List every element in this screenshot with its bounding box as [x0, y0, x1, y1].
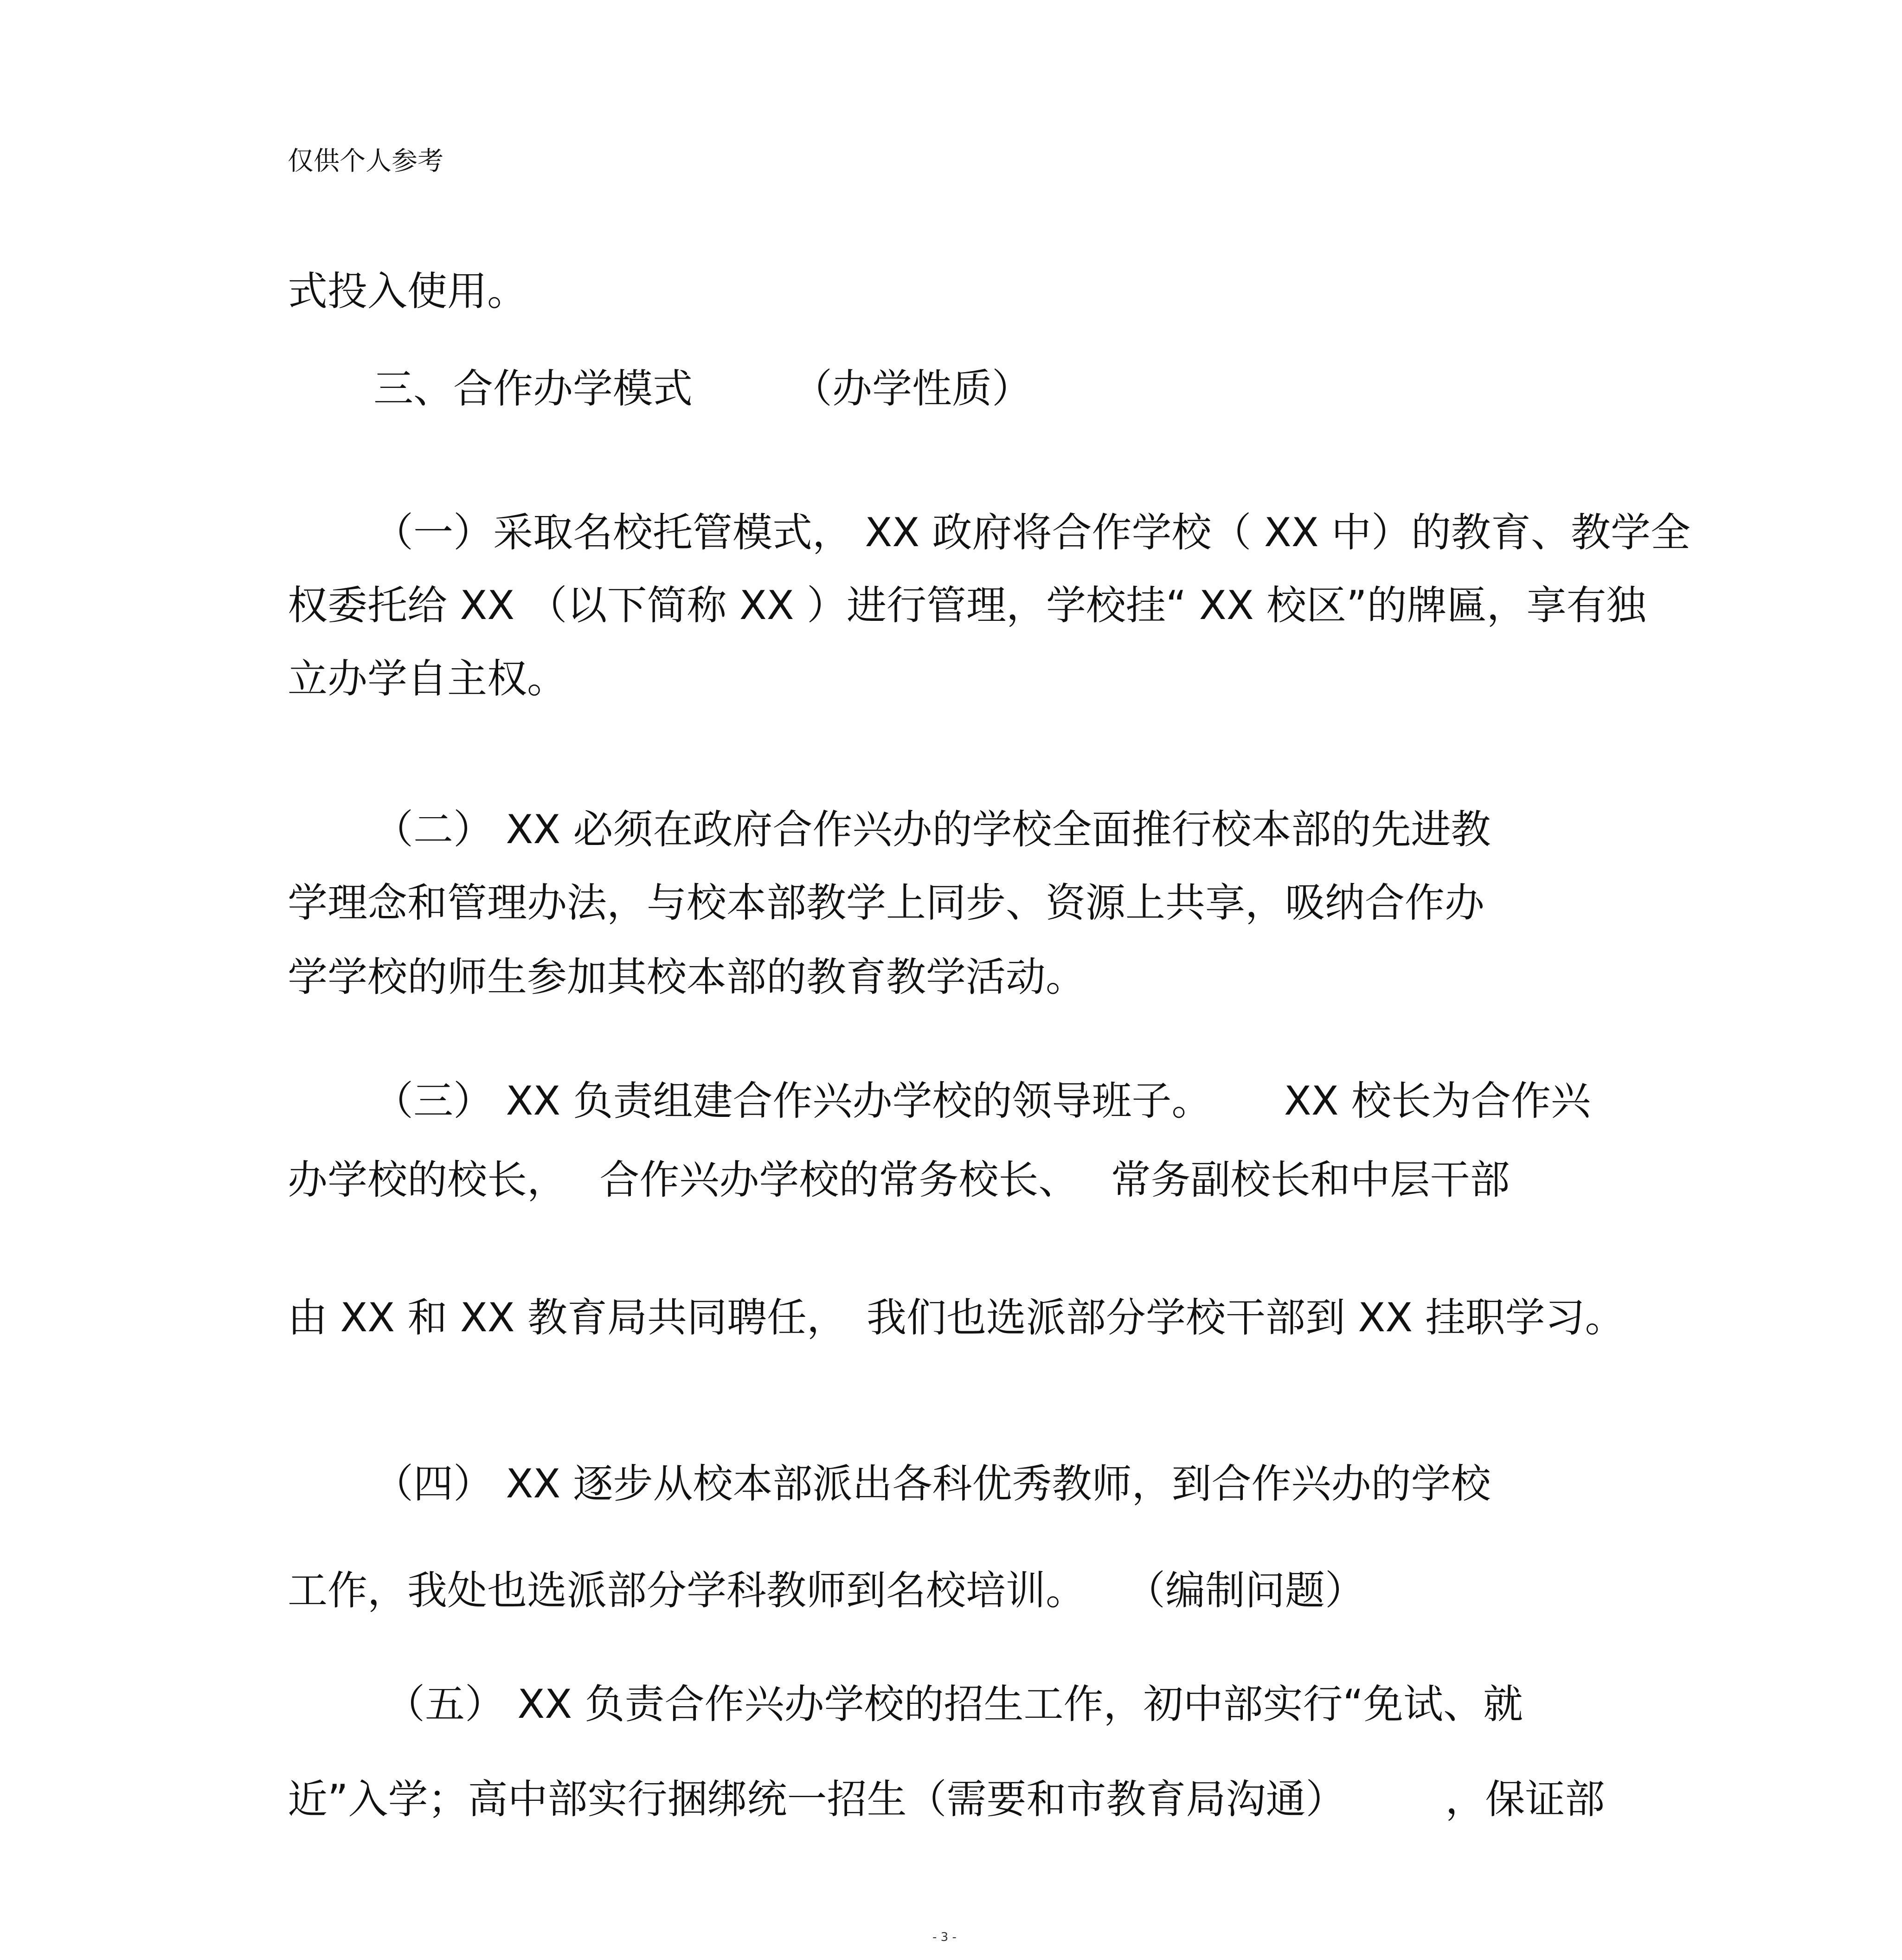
text-line-7: 学理念和管理办法，与校本部教学上同步、资源上共享，吸纳合作办 — [288, 880, 1484, 926]
text-line-6: （二） XX 必须在政府合作兴办的学校全面推行校本部的先进教 — [373, 806, 1491, 853]
text-line-11: 由 XX 和 XX 教育局共同聘任， 我们也选派部分学校干部到 XX 挂职学习。 — [288, 1295, 1625, 1341]
text-line-15: 近”入学；高中部实行捆绑统一招生（需要和市教育局沟通） ，保证部 — [288, 1776, 1605, 1823]
page-number: - 3 - — [932, 1930, 957, 1944]
text-line-14: （五） XX 负责合作兴办学校的招生工作，初中部实行“免试、就 — [385, 1681, 1523, 1728]
text-line-13: 工作，我处也选派部分学科教师到名校培训。 （编制问题） — [288, 1567, 1365, 1614]
text-line-12: （四） XX 逐步从校本部派出各科优秀教师，到合作兴办的学校 — [373, 1461, 1491, 1507]
section-heading: 三、合作办学模式 （办学性质） — [373, 366, 1032, 412]
text-line-8: 学学校的师生参加其校本部的教育教学活动。 — [288, 954, 1086, 1000]
text-line-9: （三） XX 负责组建合作兴办学校的领导班子。 XX 校长为合作兴 — [373, 1078, 1591, 1124]
text-line-3: （一）采取名校托管模式， XX 政府将合作学校（ XX 中）的教育、教学全 — [373, 509, 1691, 556]
text-line-10: 办学校的校长， 合作兴办学校的常务校长、 常务副校长和中层干部 — [288, 1157, 1510, 1203]
page-header: 仅供个人参考 — [288, 146, 443, 176]
text-line-4: 权委托给 XX （以下简称 XX ）进行管理，学校挂“ XX 校区”的牌匾，享有独 — [288, 582, 1646, 629]
text-line-1: 式投入使用。 — [288, 268, 527, 315]
text-line-5: 立办学自主权。 — [288, 656, 567, 702]
